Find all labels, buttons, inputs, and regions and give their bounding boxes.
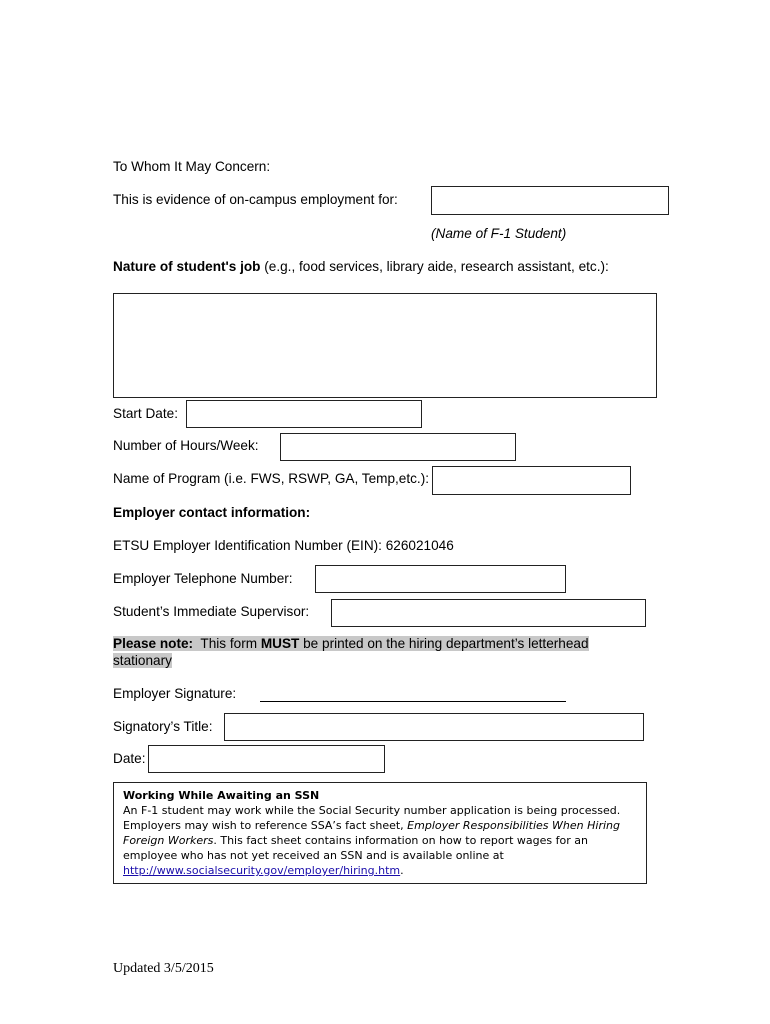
ssn-link[interactable]: http://www.socialsecurity.gov/employer/hiring.htm [123,864,401,877]
start-date-label: Start Date: [113,406,178,421]
please-note [113,635,603,669]
nature-label-bold: Nature of student's job [113,259,261,274]
student-name-caption: (Name of F-1 Student) [431,226,567,241]
supervisor-label: Student’s Immediate Supervisor: [113,604,310,619]
nature-label-rest: (e.g., food services, library aide, research assistant, etc.): [260,259,609,274]
signature-line[interactable] [260,701,566,702]
student-name-field[interactable] [431,186,669,215]
ssn-italic: Employer Responsibilities When Hiring Foreign Workers [123,819,620,847]
note-label: Please note: [113,636,194,651]
program-label: Name of Program (i.e. FWS, RSWP, GA, Temp,etc.): [113,471,430,486]
ssn-text3: . [400,864,404,877]
title-label: Signatory’s Title: [113,719,213,734]
ssn-heading: Working While Awaiting an SSN [123,789,320,802]
evidence-label: This is evidence of on-campus employment for: [113,192,398,207]
ssn-text1: An F-1 student may work while the Social Security number application is being processed. Employers may wish to reference SSA’s fact sheet, [123,804,621,832]
title-field[interactable] [224,713,644,741]
hours-label: Number of Hours/Week: [113,438,259,453]
updated-date: Updated 3/5/2015 [113,961,214,976]
date-label: Date: [113,751,146,766]
signature-label: Employer Signature: [113,686,237,701]
phone-label: Employer Telephone Number: [113,571,293,586]
ssn-info-box [113,782,647,884]
note-text-after: be printed on the hiring department’s letterhead stationary [113,636,589,668]
nature-of-job-field[interactable] [113,293,657,398]
start-date-field[interactable] [186,400,422,428]
ssn-body [123,803,637,878]
phone-field[interactable] [315,565,566,593]
note-must: MUST [260,636,300,651]
date-field[interactable] [148,745,385,773]
program-field[interactable] [432,466,631,495]
ssn-text2: . This fact sheet contains information on how to report wages for an employee who has not yet received an SSN and is available online at [123,834,588,862]
hours-field[interactable] [280,433,516,461]
note-text-before: This form [193,636,261,651]
salutation: To Whom It May Concern: [113,159,271,174]
employer-heading: Employer contact information: [113,505,311,520]
ein-text: ETSU Employer Identification Number (EIN): 626021046 [113,538,454,553]
supervisor-field[interactable] [331,599,646,627]
nature-label [113,258,609,275]
